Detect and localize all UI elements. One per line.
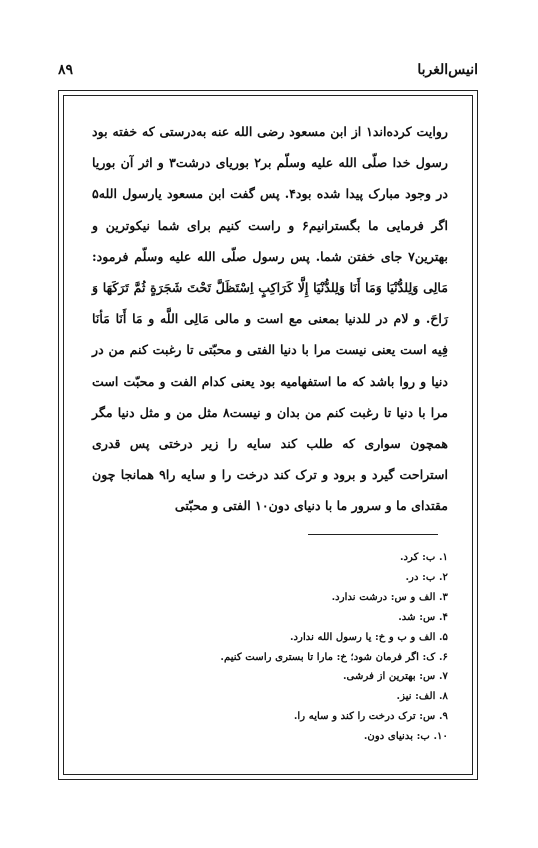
main-text bbox=[92, 116, 448, 522]
footnote-separator bbox=[308, 534, 438, 535]
footnote: ۱. ب: کرد. bbox=[399, 551, 448, 563]
footnote: ۹. س: ترک درخت را کند و سایه را. bbox=[293, 710, 448, 723]
footnotes bbox=[92, 548, 448, 747]
page-number: ۸۹ bbox=[58, 62, 74, 78]
running-title: انیس‌الغربا bbox=[417, 62, 478, 78]
footnote: ۸. الف: نیز. bbox=[396, 690, 448, 703]
footnote: ۶. ک: اگر فرمان شود؛ خ: مارا تا بستری راست کنیم. bbox=[220, 650, 448, 663]
footnote: ۵. الف و ب و خ: یا رسول الله ندارد. bbox=[289, 630, 448, 643]
main-paragraph: روایت کرده‌اند۱ از ابن مسعود رضی الله عنه به‌درستی که خفته بود رسول خدا صلّی الله علیه وسلّم بر۲ بوریای درشت۳ و اثر آن بوریا در وجود مبارک پیدا شده بود۴. پس گفت ابن مسعود یارسول الله۵ اگر فرمایی ما بگسترانیم۶ و راست کنیم برای شما نیکوترین و بهترین۷ جای خفتن شما. پس رسول صلّی الله علیه وسلّم فرمود: مَالِی وَلِلدُّنْیَا وَمَا أَنَا وَلِلدُّنْیَا إِلَّا کَرَاکِبٍ اِسْتَظَلَّ تَحْتَ شَجَرَةٍ ثُمَّ تَرَکَهَا وَ رَاحَ. و لام در للدنیا بمعنی مع است و مالی مَالِی اللَّه و مَا أَنَا مَأنَا فِیه است یعنی نیست مرا با دنیا الفتی و محبّتی تا رغبت کنم من در دنیا و روا باشد که ما استفهامیه بود یعنی کدام الفت و محبّت است مرا با دنیا تا رغبت کنم من بدان و نیست۸ مثل من و مثل دنیا مگر همچون سواری که طلب کند سایه را زیر درختی پس قدری استراحت گیرد و برود و ترک کند درخت را و سایه را۹ همانجا چون مقتدای ما و سرور ما با دنیای دون۱۰ الفتی و محبّتی bbox=[92, 124, 449, 514]
footnote: ۴. س: شد. bbox=[398, 610, 448, 623]
footnote: ۷. س: بهترین از فرشی. bbox=[342, 670, 448, 683]
footnote: ۳. الف و س: درشت ندارد. bbox=[331, 590, 448, 603]
footnote: ۲. ب: در. bbox=[405, 570, 448, 583]
page-header bbox=[58, 62, 478, 82]
footnote: ۱۰. ب: بدنیای دون. bbox=[363, 730, 448, 743]
